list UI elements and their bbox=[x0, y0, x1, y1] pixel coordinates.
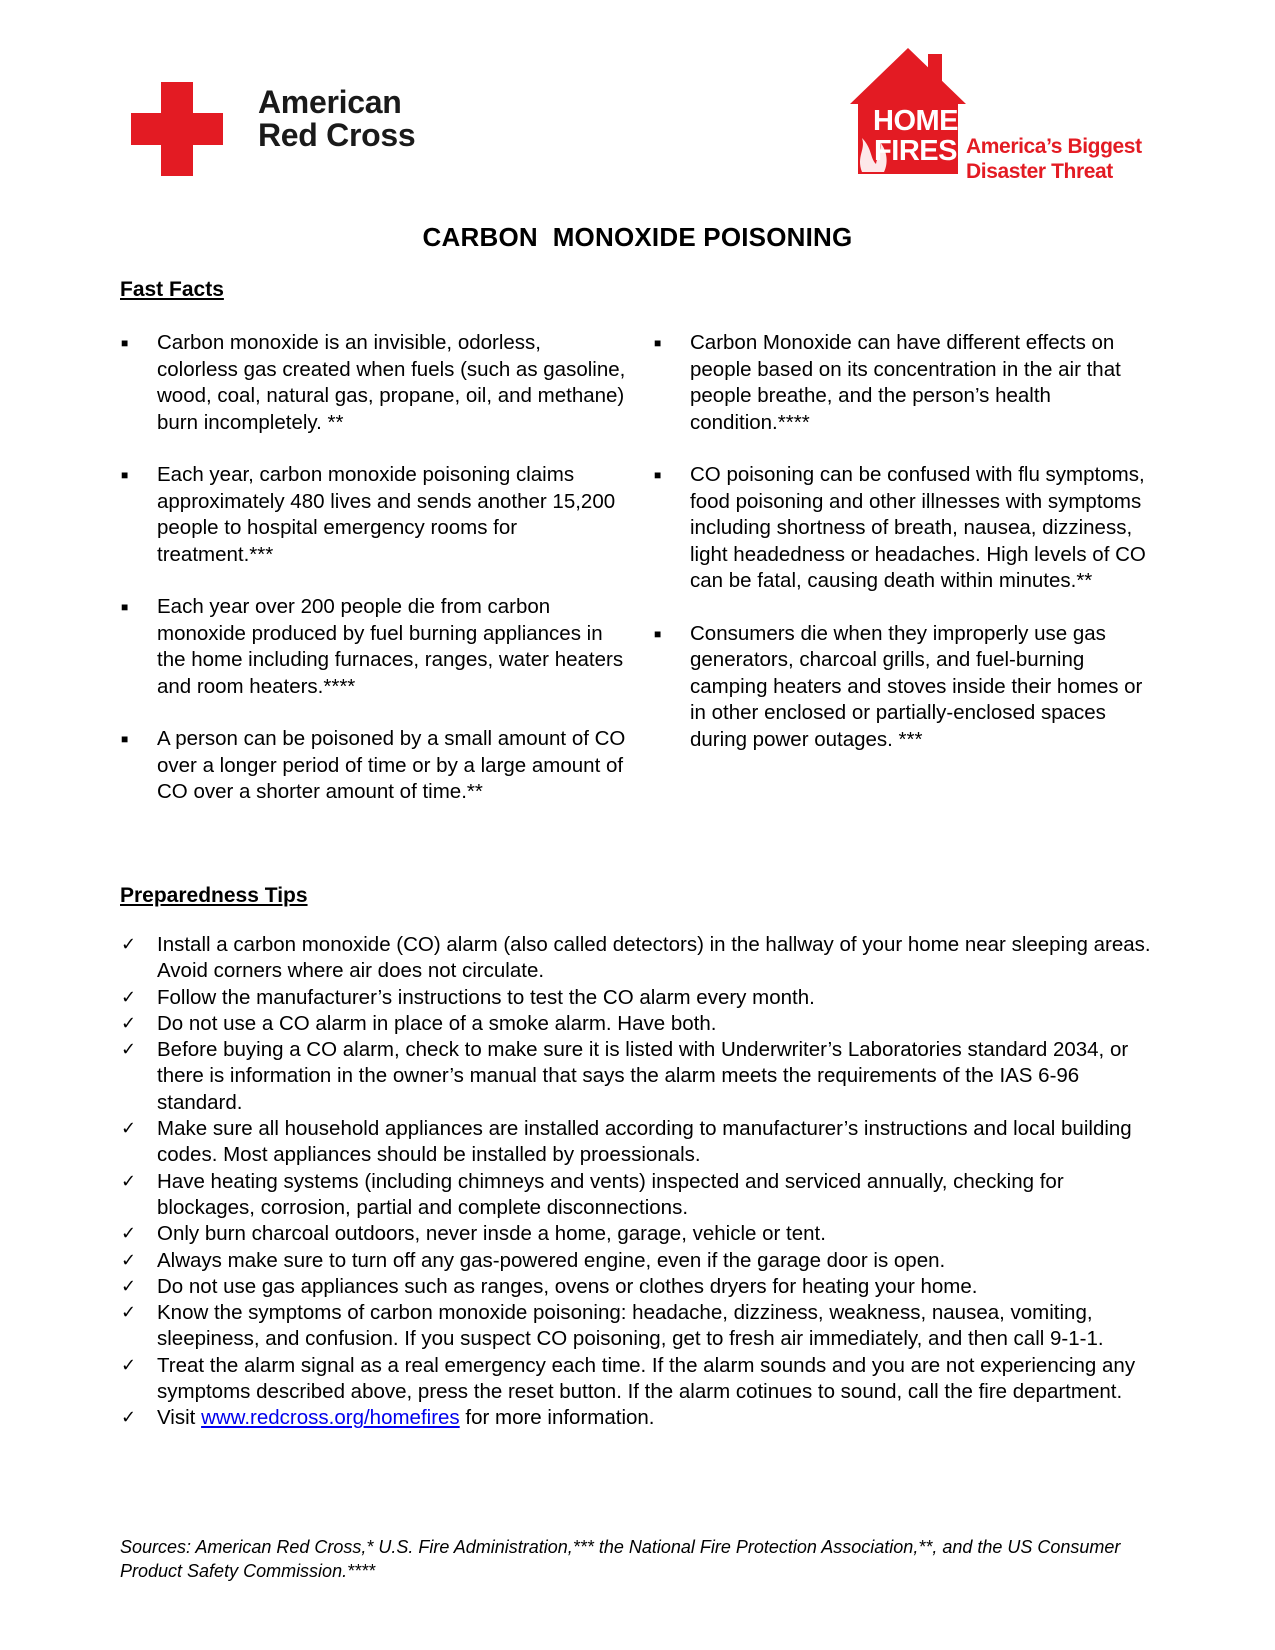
square-bullet-icon: ■ bbox=[654, 468, 662, 482]
fact-item bbox=[121, 726, 627, 806]
fast-facts-heading: Fast Facts bbox=[120, 278, 224, 301]
fact-item bbox=[121, 594, 627, 700]
tip-text: Do not use gas appliances such as ranges, ovens or clothes dryers for heating your home. bbox=[157, 1274, 978, 1298]
home-fires-word-fires: FIRES bbox=[874, 135, 957, 167]
home-fires-tagline-line1: America’s Biggest bbox=[966, 135, 1142, 158]
visit-suffix: for more information. bbox=[459, 1406, 655, 1430]
visit-prefix: Visit bbox=[157, 1406, 202, 1430]
tip-item-visit bbox=[121, 1405, 1157, 1431]
preparedness-tips-list bbox=[121, 932, 1157, 1432]
checkmark-icon: ✓ bbox=[121, 1275, 137, 1297]
fact-text: Carbon monoxide is an invisible, odorless, colorless gas created when fuels (such as gasoline, wood, coal, natural gas, propane, oil, and methane) burn incompletely. ** bbox=[157, 331, 626, 434]
tip-item bbox=[121, 1274, 1157, 1300]
redcross-homefires-link[interactable]: www.redcross.org/homefires bbox=[201, 1406, 460, 1430]
checkmark-icon: ✓ bbox=[121, 1170, 137, 1192]
tip-text: Install a carbon monoxide (CO) alarm (also called detectors) in the hallway of your home near sleeping areas. Avoid corners where air does not circulate. bbox=[157, 933, 1151, 983]
tip-item bbox=[121, 1248, 1157, 1274]
fact-item bbox=[121, 462, 627, 568]
arc-logo-line1: American bbox=[258, 84, 402, 120]
tip-item bbox=[121, 1116, 1157, 1169]
checkmark-icon: ✓ bbox=[121, 1302, 137, 1324]
fact-text: Consumers die when they improperly use gas generators, charcoal grills, and fuel-burning camping heaters and stoves inside their homes or in other enclosed or partially-enclosed spaces during power outages. *** bbox=[690, 621, 1143, 751]
home-fires-logo bbox=[848, 46, 1168, 191]
checkmark-icon: ✓ bbox=[121, 934, 137, 955]
arc-logo-text bbox=[258, 86, 415, 152]
checkmark-icon: ✓ bbox=[121, 1249, 137, 1271]
fact-text: Each year over 200 people die from carbon monoxide produced by fuel burning appliances in the home including furnaces, ranges, water heaters and room heaters.**** bbox=[157, 595, 624, 698]
american-red-cross-logo bbox=[118, 46, 438, 201]
tip-item bbox=[121, 932, 1157, 985]
square-bullet-icon: ■ bbox=[121, 600, 129, 614]
home-fires-word bbox=[868, 106, 963, 166]
square-bullet-icon: ■ bbox=[121, 732, 129, 746]
tip-text: Do not use a CO alarm in place of a smoke alarm. Have both. bbox=[157, 1011, 717, 1035]
tip-item bbox=[121, 985, 1157, 1011]
fact-item bbox=[121, 330, 627, 436]
sources-footnote: Sources: American Red Cross,* U.S. Fire Administration,*** the National Fire Protection Association,**, and the US Consumer Product Safety Commission.**** bbox=[120, 1537, 1121, 1581]
checkmark-icon: ✓ bbox=[121, 1223, 137, 1245]
preparedness-tips-heading: Preparedness Tips bbox=[120, 884, 308, 907]
home-fires-word-home: HOME bbox=[873, 105, 958, 137]
fact-item bbox=[654, 330, 1160, 436]
checkmark-icon: ✓ bbox=[121, 1407, 137, 1429]
tip-text: Know the symptoms of carbon monoxide poisoning: headache, dizziness, weakness, nausea, vomiting, sleepiness, and confusion. If you suspect CO poisoning, get to fresh air immediately, and then call 9-1-1. bbox=[157, 1301, 1104, 1351]
tip-text: Treat the alarm signal as a real emergency each time. If the alarm sounds and you are not experiencing any symptoms described above, press the reset button. If the alarm cotinues to sound, call the fire department. bbox=[157, 1353, 1136, 1404]
fast-facts-right-column bbox=[654, 330, 1160, 779]
square-bullet-icon: ■ bbox=[121, 336, 129, 350]
fact-text: A person can be poisoned by a small amount of CO over a longer period of time or by a large amount of CO over a shorter amount of time.** bbox=[157, 727, 626, 803]
tip-item bbox=[121, 1037, 1157, 1116]
fact-item bbox=[654, 462, 1160, 595]
tip-item bbox=[121, 1011, 1157, 1037]
checkmark-icon: ✓ bbox=[121, 1354, 137, 1376]
tip-item bbox=[121, 1300, 1157, 1353]
tip-text: Only burn charcoal outdoors, never insde a home, garage, vehicle or tent. bbox=[157, 1222, 826, 1246]
square-bullet-icon: ■ bbox=[654, 336, 662, 350]
tip-item bbox=[121, 1221, 1157, 1247]
checkmark-icon: ✓ bbox=[121, 1039, 137, 1061]
tip-text: Have heating systems (including chimneys and vents) inspected and serviced annually, checking for blockages, corrosion, partial and complete disconnections. bbox=[157, 1169, 1064, 1219]
square-bullet-icon: ■ bbox=[121, 468, 129, 482]
arc-logo-line2: Red Cross bbox=[258, 117, 416, 153]
home-fires-tagline-line2: Disaster Threat bbox=[966, 160, 1113, 183]
tip-text: Make sure all household appliances are installed according to manufacturer’s instructions and local building codes. Most appliances should be installed by proessionals. bbox=[157, 1117, 1132, 1167]
fast-facts-left-column bbox=[121, 330, 627, 832]
fact-item bbox=[654, 621, 1160, 754]
page-title: CARBON MONOXIDE POISONING bbox=[422, 222, 853, 252]
fact-text: Each year, carbon monoxide poisoning claims approximately 480 lives and sends another 15,200 people to hospital emergency rooms for treatment.*** bbox=[157, 463, 616, 566]
tip-text: Before buying a CO alarm, check to make sure it is listed with Underwriter’s Laboratories standard 2034, or there is information in the owner’s manual that says the alarm meets the requirements of the IAS 6-96 standard. bbox=[157, 1038, 1129, 1114]
red-cross-icon-bar bbox=[131, 113, 223, 145]
tip-item bbox=[121, 1169, 1157, 1222]
home-fires-tagline bbox=[966, 134, 1142, 184]
checkmark-icon: ✓ bbox=[121, 1118, 137, 1140]
tip-text: Follow the manufacturer’s instructions to test the CO alarm every month. bbox=[157, 985, 815, 1009]
checkmark-icon: ✓ bbox=[121, 1012, 137, 1034]
fact-text: Carbon Monoxide can have different effects on people based on its concentration in the air that people breathe, and the person’s health condition.**** bbox=[690, 331, 1121, 434]
checkmark-icon: ✓ bbox=[121, 986, 137, 1008]
square-bullet-icon: ■ bbox=[654, 626, 662, 641]
tip-text: Always make sure to turn off any gas-powered engine, even if the garage door is open. bbox=[157, 1248, 946, 1272]
fact-text: CO poisoning can be confused with flu symptoms, food poisoning and other illnesses with symptoms including shortness of breath, nausea, dizziness, light headedness or headaches. High levels of CO can be fatal, causing death within minutes.** bbox=[690, 463, 1146, 592]
tip-item bbox=[121, 1353, 1157, 1406]
